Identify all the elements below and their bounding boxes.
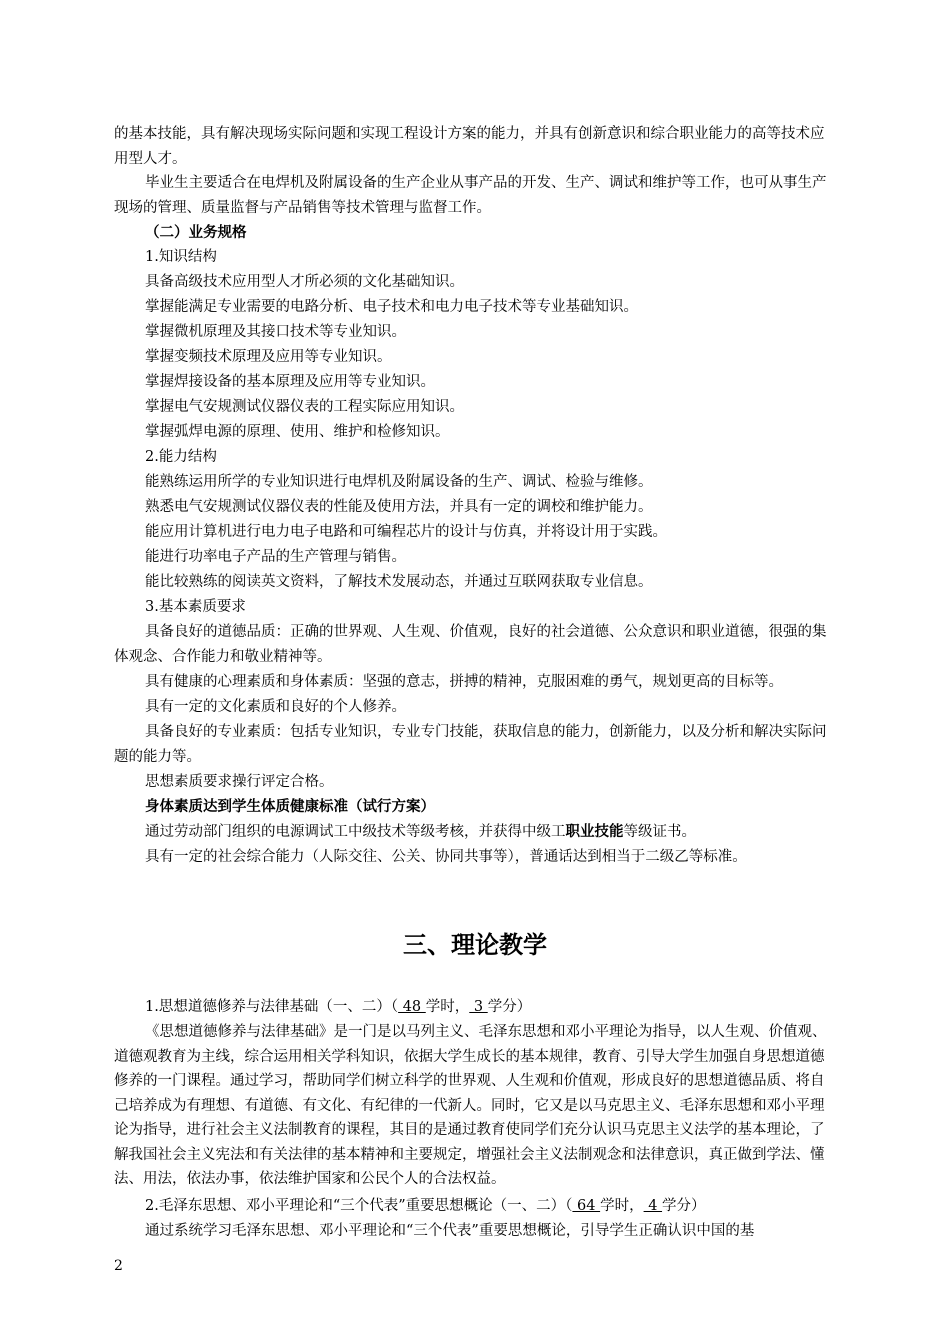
ability-item-4: 能进行功率电子产品的生产管理与销售。: [145, 549, 406, 565]
knowledge-item-7: 掌握弧焊电源的原理、使用、维护和检修知识。: [145, 424, 450, 440]
ability-item-1: 能熟练运用所学的专业知识进行电焊机及附属设备的生产、调试、检验与维修。: [145, 474, 653, 490]
course-2-credits: 4: [643, 1198, 663, 1214]
course-2-name: 2.毛泽东思想、邓小平理论和“三个代表”重要思想概论（一、二）（: [145, 1198, 573, 1214]
intro-paragraph-1: 的基本技能，具有解决现场实际问题和实现工程设计方案的能力，并具有创新意识和综合职业能力的高等技术应用型人才。: [114, 126, 825, 167]
course-1-name: 1.思想道德修养与法律基础（一、二）（: [145, 999, 399, 1015]
course-1-credits-unit: 学分）: [487, 999, 532, 1015]
quality-item-1: 具备良好的道德品质：正确的世界观、人生观、价值观，良好的社会道德、公众意识和职业道德，很强的集体观念、合作能力和敬业精神等。: [114, 624, 827, 665]
knowledge-title: 1.知识结构: [145, 249, 217, 265]
ability-item-5: 能比较熟练的阅读英文资料，了解技术发展动态，并通过互联网获取专业信息。: [145, 574, 653, 590]
spec-heading: （二）业务规格: [145, 225, 247, 241]
course-2-description: 通过系统学习毛泽东思想、邓小平理论和“三个代表”重要思想概论，引导学生正确认识中国的基: [145, 1223, 755, 1239]
ability-item-2: 熟悉电气安规测试仪器仪表的性能及使用方法，并具有一定的调校和维护能力。: [145, 499, 653, 515]
course-2-credits-unit: 学分）: [662, 1198, 706, 1214]
course-1-description: 《思想道德修养与法律基础》是一门是以马列主义、毛泽东思想和邓小平理论为指导，以人生观、价值观、道德观教育为主线，综合运用相关学科知识，依据大学生成长的基本规律，教育、引导大学生加强自身思想道德修养的一门课程。通过学习，帮助同学们树立科学的世界观、人生观和价值观，形成良好的思想道德品质、将自己培养成为有理想、有道德、有文化、有纪律的一代新人。同时，它又是以马克思主义、毛泽东思想和邓小平理论为指导，进行社会主义法制教育的课程，其目的是通过教育使同学们充分认识马克思主义法学的基本理论，了解我国社会主义宪法和有关法律的基本精神和主要规定，增强社会主义法制观念和法律意识，真正做到学法、懂法、用法，依法办事，依法维护国家和公民个人的合法权益。: [114, 1024, 827, 1187]
page-number: 2: [114, 1258, 123, 1274]
intro-paragraph-2: 毕业生主要适合在电焊机及附属设备的生产企业从事产品的开发、生产、调试和维护等工作，也可从事生产现场的管理、质量监督与产品销售等技术管理与监督工作。: [114, 175, 827, 216]
course-2-hours-unit: 学时，: [600, 1198, 644, 1214]
knowledge-item-2: 掌握能满足专业需要的电路分析、电子技术和电力电子技术等专业基础知识。: [145, 299, 638, 315]
course-2-title: [145, 1194, 845, 1219]
course-1-hours: 48: [398, 999, 426, 1015]
knowledge-item-4: 掌握变频技术原理及应用等专业知识。: [145, 349, 392, 365]
course-1-hours-unit: 学时，: [425, 999, 470, 1015]
knowledge-item-1: 具备高级技术应用型人才所必须的文化基础知识。: [145, 274, 464, 290]
quality-title: 3.基本素质要求: [145, 599, 246, 615]
certificate-text-bold: 职业技能: [565, 824, 624, 840]
knowledge-item-3: 掌握微机原理及其接口技术等专业知识。: [145, 324, 406, 340]
quality-item-4: 具备良好的专业素质：包括专业知识，专业专门技能，获取信息的能力，创新能力，以及分析和解决实际问题的能力等。: [114, 724, 827, 765]
certificate-text-after: 等级证书。: [623, 824, 696, 840]
knowledge-item-5: 掌握焊接设备的基本原理及应用等专业知识。: [145, 374, 435, 390]
quality-item-2: 具有健康的心理素质和身体素质：坚强的意志，拼搏的精神，克服困难的勇气，规划更高的目标等。: [145, 674, 783, 690]
ability-item-3: 能应用计算机进行电力电子电路和可编程芯片的设计与仿真，并将设计用于实践。: [145, 524, 667, 540]
course-1-title: [145, 995, 845, 1020]
course-2-hours: 64: [572, 1198, 601, 1214]
physical-standard: 身体素质达到学生体质健康标准（试行方案）: [145, 799, 435, 815]
certificate-line: [145, 820, 845, 845]
course-1-credits: 3: [469, 999, 488, 1015]
certificate-text-before: 通过劳动部门组织的电源调试工中级技术等级考核，并获得中级工: [145, 824, 566, 840]
section-title: 三、理论教学: [403, 931, 547, 959]
ability-title: 2.能力结构: [145, 449, 217, 465]
social-ability: 具有一定的社会综合能力（人际交往、公关、协同共事等），普通话达到相当于二级乙等标准。: [145, 849, 747, 865]
quality-item-5: 思想素质要求操行评定合格。: [145, 774, 334, 790]
knowledge-item-6: 掌握电气安规测试仪器仪表的工程实际应用知识。: [145, 399, 464, 415]
quality-item-3: 具有一定的文化素质和良好的个人修养。: [145, 699, 406, 715]
